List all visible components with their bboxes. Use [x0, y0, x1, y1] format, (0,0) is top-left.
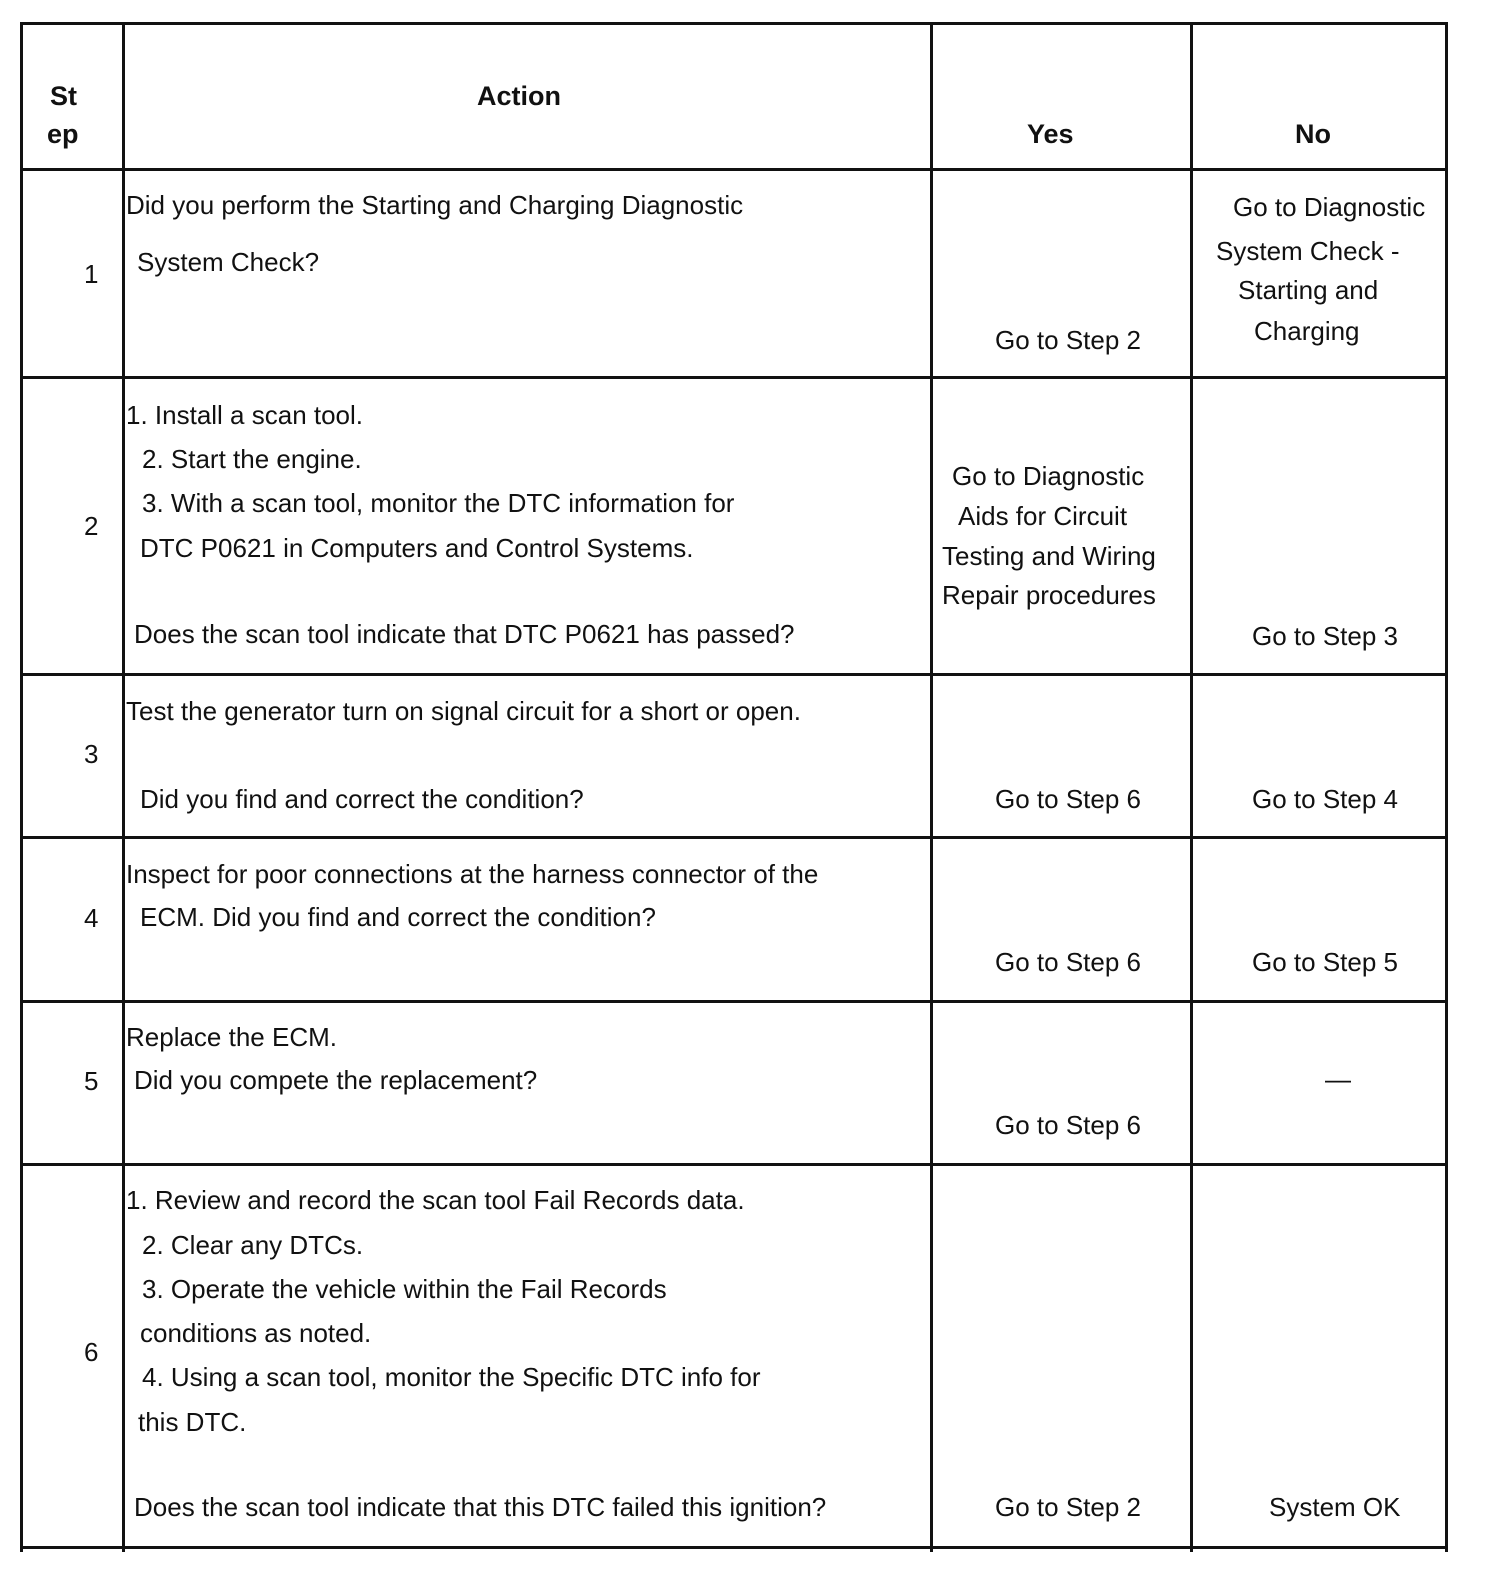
row-divider	[23, 1163, 1445, 1166]
action-line: Did you compete the replacement?	[134, 1065, 538, 1095]
action-line: Test the generator turn on signal circuit for a short or open.	[126, 696, 801, 726]
yes-action: Go to Step 6	[995, 1110, 1141, 1140]
yes-action: Go to Step 2	[995, 1492, 1141, 1522]
step-number: 2	[84, 511, 99, 541]
step-number: 3	[84, 739, 99, 769]
row-divider	[23, 1546, 1445, 1549]
row-divider	[23, 168, 1445, 171]
action-line: ECM. Did you find and correct the condition?	[140, 902, 656, 932]
action-line: this DTC.	[138, 1407, 247, 1437]
no-action-line: Charging	[1254, 316, 1360, 346]
no-action-dash: —	[1325, 1064, 1351, 1094]
no-action-line: Go to Diagnostic	[1233, 192, 1426, 222]
action-line: 3. Operate the vehicle within the Fail Records	[142, 1274, 667, 1304]
action-line: 3. With a scan tool, monitor the DTC information for	[142, 488, 735, 518]
no-action-line: System Check -	[1216, 236, 1400, 266]
row-divider	[23, 673, 1445, 676]
action-line: 1. Review and record the scan tool Fail Records data.	[126, 1185, 745, 1215]
header-step-line1: St	[50, 81, 77, 111]
step-number: 4	[84, 903, 99, 933]
header-action: Action	[477, 81, 561, 111]
yes-action-line: Repair procedures	[942, 580, 1156, 610]
no-action: Go to Step 3	[1252, 621, 1398, 651]
header-no: No	[1295, 119, 1331, 149]
step-number: 1	[84, 259, 99, 289]
action-line: Did you find and correct the condition?	[140, 784, 584, 814]
column-divider	[930, 25, 933, 1552]
yes-action-line: Testing and Wiring	[942, 541, 1156, 571]
column-divider	[122, 25, 125, 1552]
action-line: 2. Clear any DTCs.	[142, 1230, 364, 1260]
yes-action-line: Go to Diagnostic	[952, 461, 1145, 491]
action-line: conditions as noted.	[140, 1318, 372, 1348]
action-line: Inspect for poor connections at the harness connector of the	[126, 859, 819, 889]
action-line: Replace the ECM.	[126, 1022, 337, 1052]
yes-action-line: Aids for Circuit	[958, 501, 1128, 531]
no-action-line: Starting and	[1238, 275, 1379, 305]
action-line: Did you perform the Starting and Charging Diagnostic	[126, 190, 744, 220]
header-step-line2: ep	[47, 119, 79, 149]
action-line: DTC P0621 in Computers and Control Systems.	[140, 533, 694, 563]
step-number: 5	[84, 1066, 99, 1096]
action-line: 2. Start the engine.	[142, 444, 362, 474]
yes-action: Go to Step 6	[995, 784, 1141, 814]
no-action: Go to Step 4	[1252, 784, 1398, 814]
action-line: Does the scan tool indicate that this DTC failed this ignition?	[134, 1492, 827, 1522]
header-yes: Yes	[1027, 119, 1074, 149]
action-line: Does the scan tool indicate that DTC P0621 has passed?	[134, 619, 795, 649]
yes-action: Go to Step 6	[995, 947, 1141, 977]
no-action: Go to Step 5	[1252, 947, 1398, 977]
step-number: 6	[84, 1337, 99, 1367]
action-line: 1. Install a scan tool.	[126, 400, 364, 430]
row-divider	[23, 1000, 1445, 1003]
row-divider	[23, 836, 1445, 839]
column-divider	[1190, 25, 1193, 1552]
no-action: System OK	[1269, 1492, 1401, 1522]
yes-action: Go to Step 2	[995, 325, 1141, 355]
row-divider	[23, 376, 1445, 379]
action-line: System Check?	[137, 247, 320, 277]
action-line: 4. Using a scan tool, monitor the Specific DTC info for	[142, 1362, 761, 1392]
